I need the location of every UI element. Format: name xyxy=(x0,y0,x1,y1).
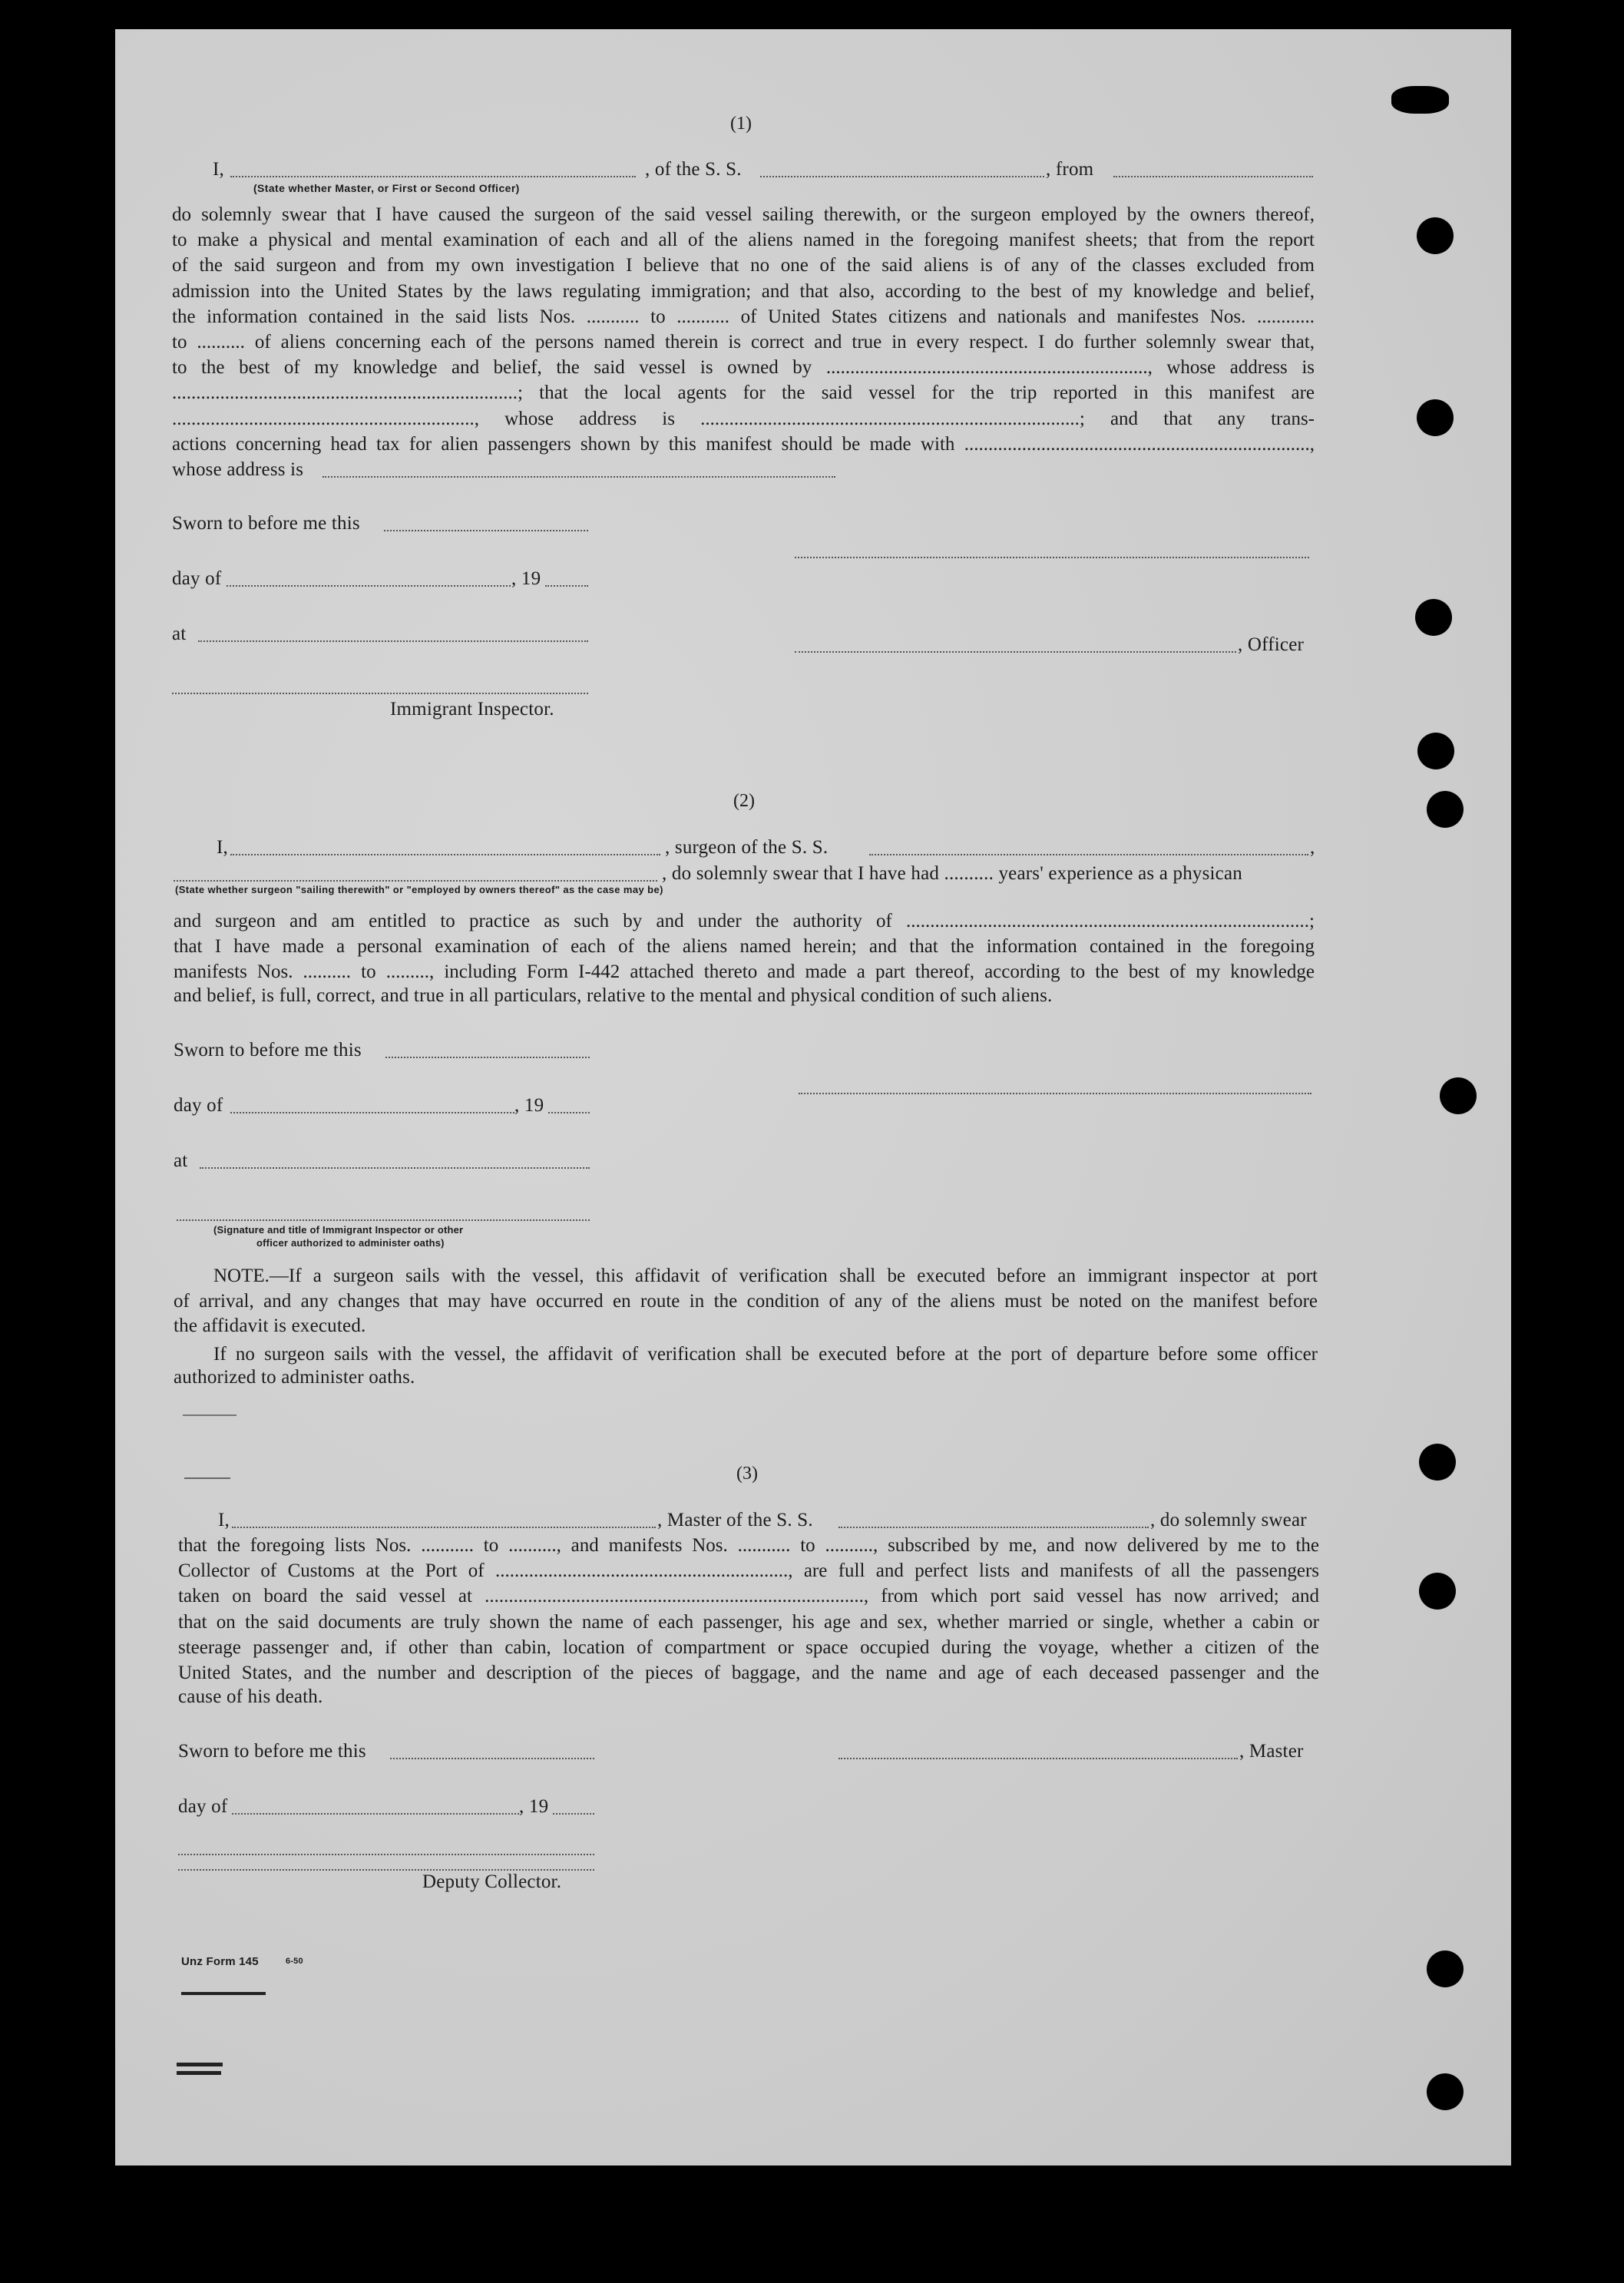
year-field[interactable] xyxy=(548,1112,590,1113)
oath-line: actions concerning head tax for alien passengers shown by this manifest should be made with ........................................................................, xyxy=(172,433,1315,455)
day-of-label: day of xyxy=(172,568,222,589)
punch-hole xyxy=(1427,2073,1464,2110)
master-label: , Master xyxy=(1239,1741,1304,1762)
form-date: 6-50 xyxy=(286,1957,303,1966)
declarant-label: I, xyxy=(213,159,224,180)
ink-blot xyxy=(1391,86,1449,114)
oath-line: that the foregoing lists Nos. ........... to .........., and manifests Nos. ........... to .........., subscribed by me, and now delivered by me to the xyxy=(178,1535,1319,1556)
place-field[interactable] xyxy=(200,1167,590,1169)
year-label: , 19 xyxy=(519,1796,549,1817)
oath-line: that I have made a personal examination of each of the aliens named herein; and that the information contained in the foregoing xyxy=(174,936,1315,958)
collector-label: Deputy Collector. xyxy=(422,1871,562,1892)
surgeon-status-note: (State whether surgeon "sailing therewith" or "employed by owners thereof" as the case may be) xyxy=(175,884,663,895)
oath-last-line: and belief, is full, correct, and true in all particulars, relative to the mental and physical condition of such aliens. xyxy=(174,985,1053,1006)
oath-line: steerage passenger and, if other than cabin, location of compartment or space occupied during the voyage, whether a citizen of the xyxy=(178,1636,1319,1658)
note-line: of arrival, and any changes that may have occurred en route in the condition of any of the aliens must be noted on the manifest before xyxy=(174,1291,1318,1312)
collector-signature-field-2[interactable] xyxy=(178,1869,594,1871)
year-field[interactable] xyxy=(545,585,588,587)
sworn-label: Sworn to before me this xyxy=(174,1040,362,1060)
note-last-line: the affidavit is executed. xyxy=(174,1315,366,1336)
swear-label: , do solemnly swear xyxy=(1150,1510,1307,1530)
sworn-date-field[interactable] xyxy=(384,530,588,531)
oath-line: ..............................................................., whose address is ...............................................................................; and that any trans- xyxy=(172,408,1315,429)
master-signature-field[interactable] xyxy=(838,1758,1238,1759)
oath-line: that on the said documents are truly shown the name of each passenger, his age and sex, whether married or single, whether a cabin or xyxy=(178,1611,1319,1633)
note2-last-line: authorized to administer oaths. xyxy=(174,1367,415,1388)
section-2-number: (2) xyxy=(733,791,755,811)
master-name-field[interactable] xyxy=(232,1527,656,1528)
oath-line: to .......... of aliens concerning each of the persons named therein is correct and true in every respect. I do further solemnly swear that, xyxy=(172,331,1315,352)
master-of-label: , Master of the S. S. xyxy=(657,1510,813,1530)
head-tax-address-field[interactable] xyxy=(322,476,835,478)
punch-hole xyxy=(1428,223,1451,246)
oath-paragraph-1 xyxy=(172,202,1315,457)
day-of-label: day of xyxy=(178,1796,228,1817)
oath-line: manifests Nos. .......... to ........., including Form I-442 attached thereto and made a part thereof, according to the best of my knowledge xyxy=(174,961,1315,983)
declarant-name-field[interactable] xyxy=(230,176,636,177)
oath-line: to the best of my knowledge and belief, the said vessel is owned by ..................................................................., whose address is xyxy=(172,357,1315,379)
surgeon-name-field[interactable] xyxy=(230,854,660,855)
surgeon-of-label: , surgeon of the S. S. xyxy=(665,837,829,858)
punch-hole xyxy=(1427,1950,1464,1987)
master-declarant-label: I, xyxy=(218,1510,230,1530)
form-number: Unz Form 145 xyxy=(181,1955,259,1968)
punch-hole xyxy=(1417,399,1454,436)
note-line: If no surgeon sails with the vessel, the affidavit of verification shall be executed before at the port of departure before some officer xyxy=(213,1344,1318,1365)
surgeon-vessel-field[interactable] xyxy=(869,854,1308,855)
from-label: , from xyxy=(1046,159,1094,180)
punch-hole xyxy=(1415,599,1452,636)
port-from-field[interactable] xyxy=(1113,176,1313,177)
oath-line: of the said surgeon and from my own investigation I believe that no one of the said aliens is of any of the classes excluded from xyxy=(172,255,1315,276)
comma: , xyxy=(1310,837,1315,858)
inspector-signature-field[interactable] xyxy=(177,1219,590,1221)
signature-note: officer authorized to administer oaths) xyxy=(256,1237,445,1249)
stamp-mark xyxy=(177,2071,221,2075)
surgeon-declarant-label: I, xyxy=(217,837,228,858)
section-1-number: (1) xyxy=(730,114,752,134)
punch-hole xyxy=(1419,1573,1456,1610)
stamp-mark xyxy=(177,2063,223,2066)
sworn-label: Sworn to before me this xyxy=(172,513,360,534)
surgeon-signature-field[interactable] xyxy=(799,1093,1311,1094)
oath-paragraph-3 xyxy=(178,1533,1319,1686)
at-label: at xyxy=(172,624,187,644)
oath-line: United States, and the number and description of the pieces of baggage, and the name and age of each deceased passenger and the xyxy=(178,1662,1319,1683)
whose-address-label: whose address is xyxy=(172,459,304,480)
at-label: at xyxy=(174,1150,188,1171)
stamp-mark xyxy=(184,1477,230,1479)
note-paragraph xyxy=(174,1263,1318,1314)
month-field[interactable] xyxy=(227,585,511,587)
stamp-mark xyxy=(183,1414,236,1416)
place-field[interactable] xyxy=(198,640,588,642)
oath-line: admission into the United States by the laws regulating immigration; and that also, according to the best of my knowledge and belief, xyxy=(172,280,1315,302)
month-field[interactable] xyxy=(230,1112,514,1113)
collector-signature-field[interactable] xyxy=(178,1854,594,1855)
note-line: NOTE.—If a surgeon sails with the vessel, this affidavit of verification shall be executed before an immigrant inspector at port xyxy=(213,1266,1318,1286)
surgeon-status-field[interactable] xyxy=(174,880,657,882)
note2-paragraph xyxy=(213,1342,1318,1367)
year-label: , 19 xyxy=(511,568,541,589)
year-field[interactable] xyxy=(553,1813,594,1815)
inspector-signature-field[interactable] xyxy=(172,693,588,694)
day-of-label: day of xyxy=(174,1095,223,1116)
stamp-mark xyxy=(181,1992,266,1995)
officer-signature-field[interactable] xyxy=(795,651,1236,653)
oath-line: Collector of Customs at the Port of ............................................................., are full and perfect lists and manifests of all the passengers xyxy=(178,1560,1319,1582)
year-label: , 19 xyxy=(514,1095,544,1116)
oath-line: the information contained in the said lists Nos. ........... to ........... of United States citizens and nationals and manifestes Nos. ............ xyxy=(172,306,1315,327)
section-3-number: (3) xyxy=(736,1464,758,1484)
master-vessel-field[interactable] xyxy=(838,1527,1149,1528)
oath-line: do solemnly swear that I have caused the surgeon of the said vessel sailing therewith, or the surgeon employed by the owners thereof, xyxy=(172,204,1315,225)
sworn-date-field[interactable] xyxy=(385,1057,590,1058)
officer-signature-line-top[interactable] xyxy=(795,557,1309,558)
oath-line: and surgeon and am entitled to practice as such by and under the authority of ....................................................................................; xyxy=(174,911,1315,931)
swear-experience-line: , do solemnly swear that I have had .......... years' experience as a physican xyxy=(662,863,1242,884)
officer-rank-note: (State whether Master, or First or Second Officer) xyxy=(253,182,520,194)
oath-line: taken on board the said vessel at ..............................................................................., from which port said vessel has now arrived; and xyxy=(178,1586,1319,1607)
vessel-name-field[interactable] xyxy=(760,176,1044,177)
sworn-date-field[interactable] xyxy=(390,1758,594,1759)
signature-note: (Signature and title of Immigrant Inspector or other xyxy=(213,1224,464,1236)
punch-hole xyxy=(1440,1077,1477,1114)
punch-hole xyxy=(1417,733,1454,769)
month-field[interactable] xyxy=(232,1813,519,1815)
sworn-label: Sworn to before me this xyxy=(178,1741,366,1762)
oath-paragraph-2 xyxy=(174,908,1315,985)
officer-label: , Officer xyxy=(1238,634,1305,655)
oath-last-line: cause of his death. xyxy=(178,1686,323,1707)
inspector-label: Immigrant Inspector. xyxy=(390,699,554,720)
of-ss-label: , of the S. S. xyxy=(645,159,742,180)
punch-hole xyxy=(1419,1444,1456,1481)
punch-hole xyxy=(1427,791,1464,828)
oath-line: ........................................................................; that the local agents for the said vessel for the trip reported in this manifest are xyxy=(172,382,1315,404)
oath-line: to make a physical and mental examination of each and all of the aliens named in the foregoing manifest sheets; that from the report xyxy=(172,230,1315,251)
